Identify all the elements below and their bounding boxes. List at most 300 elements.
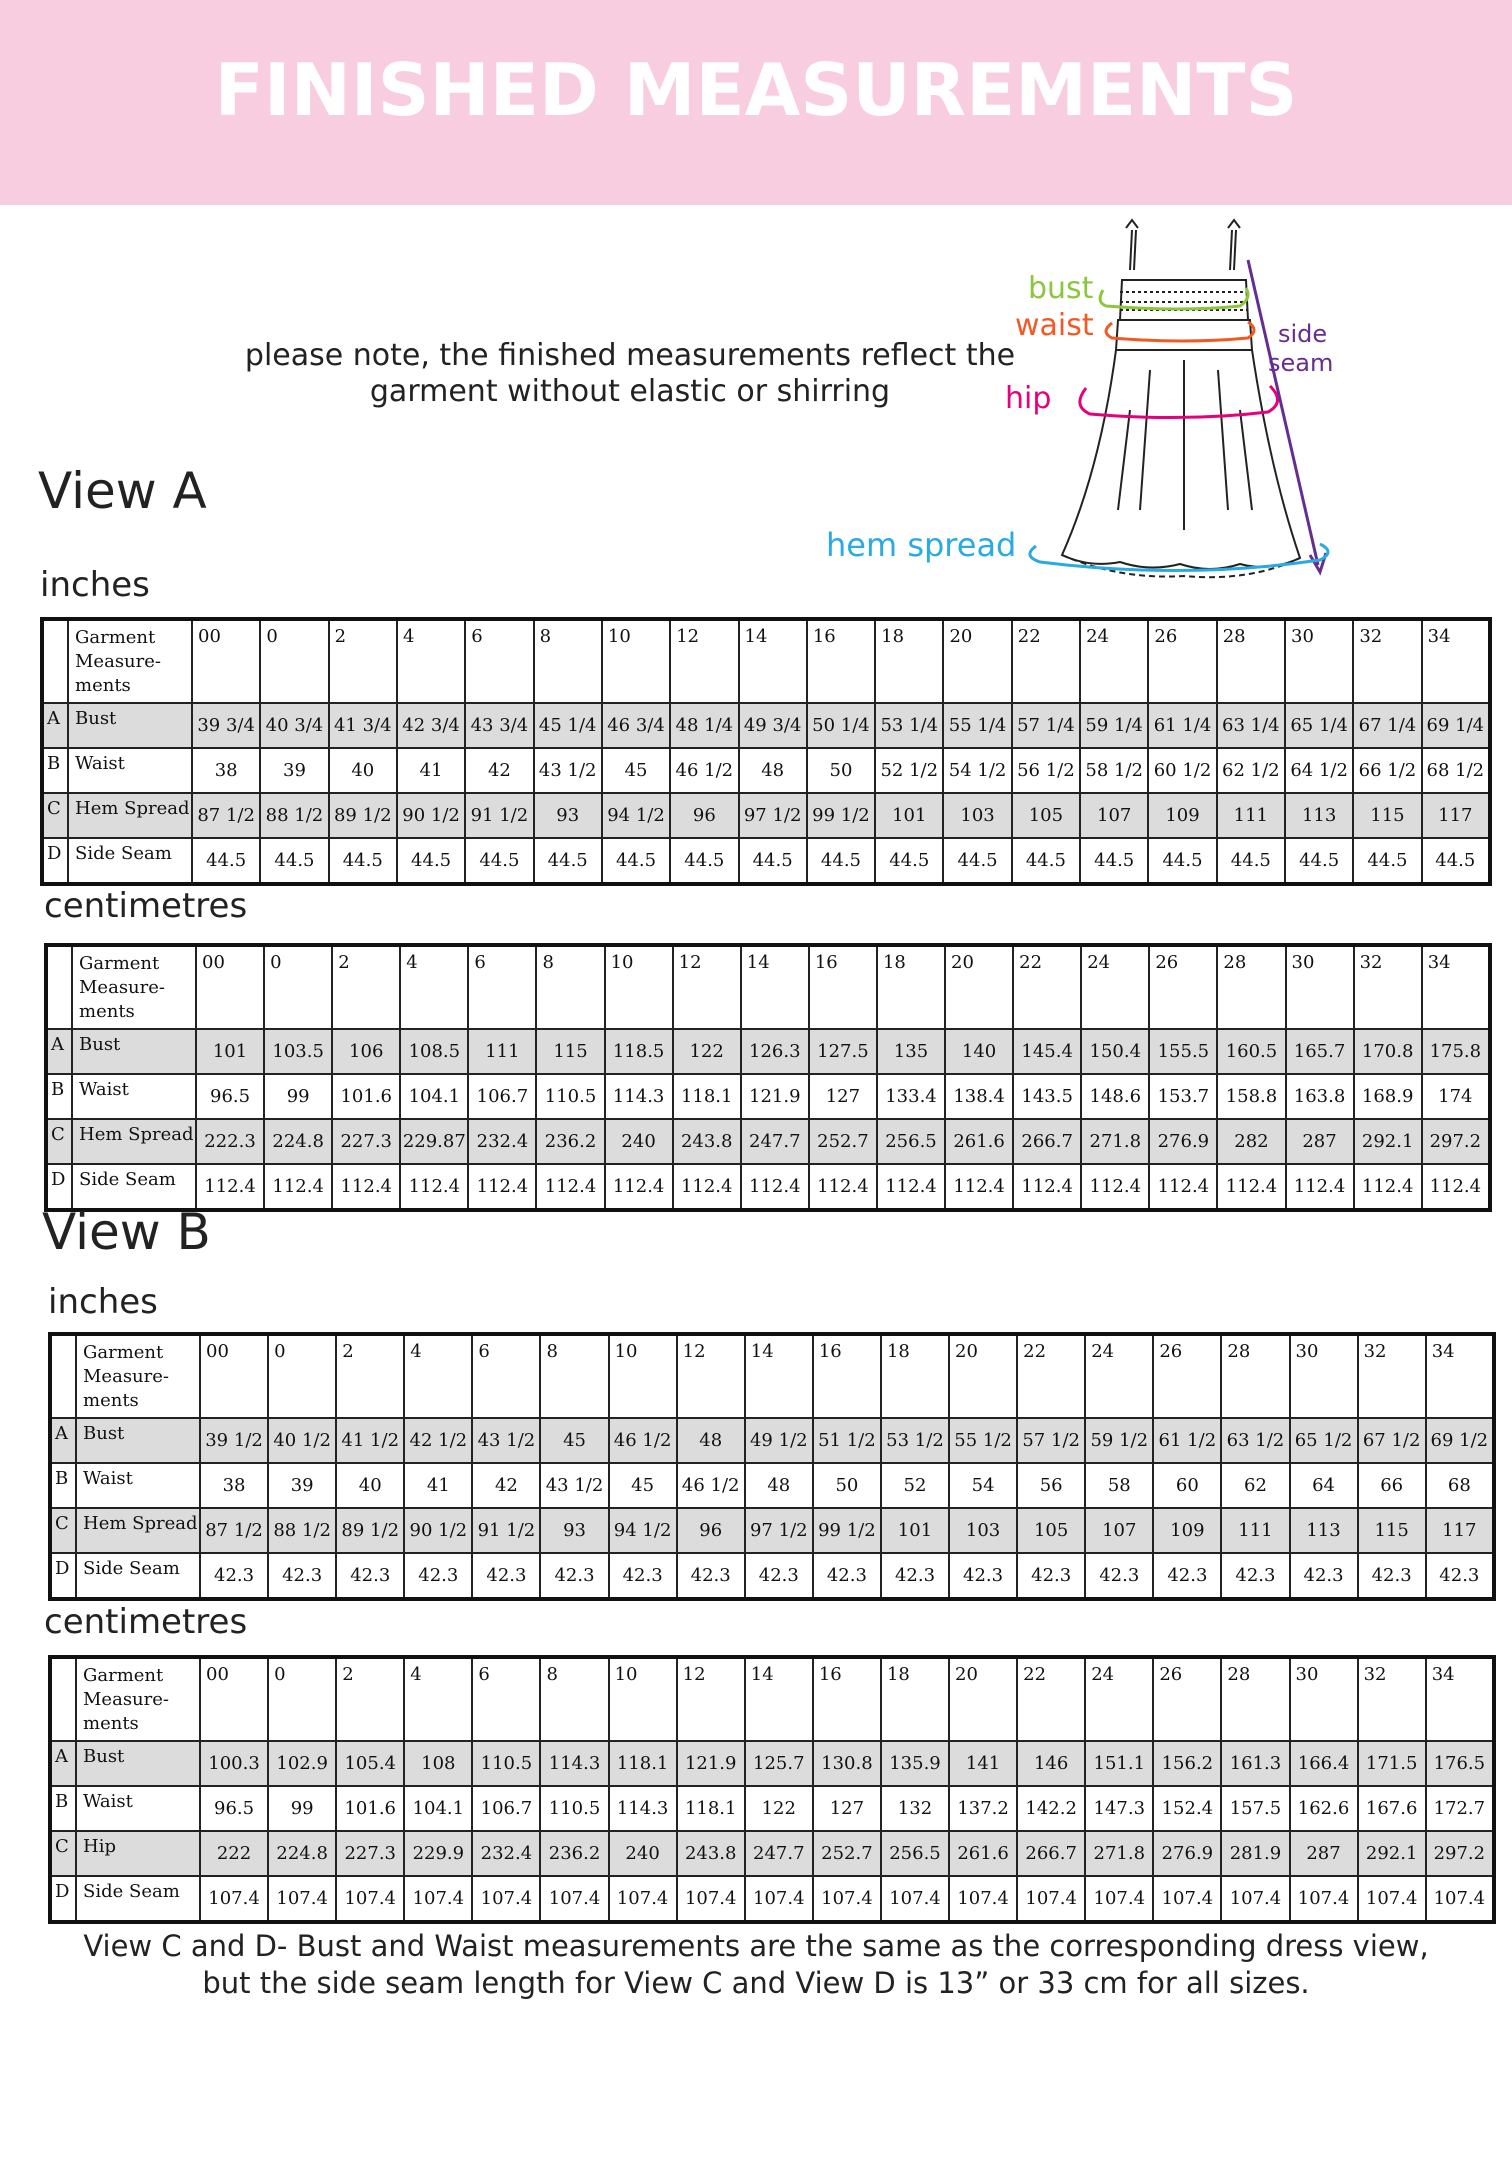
- measurement-cell: 232.4: [472, 1831, 540, 1876]
- size-header: 6: [465, 619, 533, 703]
- measurement-cell: 42.3: [404, 1553, 472, 1599]
- measurement-cell: 148.6: [1081, 1074, 1149, 1119]
- measurement-cell: 176.5: [1426, 1741, 1494, 1786]
- row-label: Bust: [76, 1418, 200, 1463]
- measurement-cell: 117: [1426, 1508, 1494, 1553]
- size-header: 14: [745, 1334, 813, 1418]
- measurement-cell: 88 1/2: [268, 1508, 336, 1553]
- size-header: 14: [741, 945, 809, 1029]
- row-label: Hem Spread: [76, 1508, 200, 1553]
- measurement-cell: 41 1/2: [336, 1418, 404, 1463]
- measurement-cell: 107.4: [336, 1876, 404, 1922]
- measurement-cell: 103: [949, 1508, 1017, 1553]
- size-header: 10: [602, 619, 670, 703]
- measurement-cell: 118.1: [673, 1074, 741, 1119]
- size-header: 8: [540, 1334, 608, 1418]
- measurement-cell: 161.3: [1221, 1741, 1289, 1786]
- measurement-cell: 229.9: [404, 1831, 472, 1876]
- measurement-cell: 54 1/2: [943, 748, 1011, 793]
- size-header: 24: [1085, 1334, 1153, 1418]
- measurement-cell: 107.4: [813, 1876, 881, 1922]
- measurement-cell: 110.5: [472, 1741, 540, 1786]
- size-header: 2: [332, 945, 400, 1029]
- measurement-cell: 42.3: [813, 1553, 881, 1599]
- table-row: [50, 1786, 1494, 1831]
- measurement-cell: 106.7: [472, 1786, 540, 1831]
- measurement-cell: 55 1/2: [949, 1418, 1017, 1463]
- measurement-cell: 132: [881, 1786, 949, 1831]
- measurement-cell: 56 1/2: [1012, 748, 1080, 793]
- size-header: 2: [329, 619, 397, 703]
- measurement-cell: 65 1/4: [1285, 703, 1353, 748]
- measurement-cell: 42.3: [1221, 1553, 1289, 1599]
- measurement-cell: 44.5: [670, 838, 738, 884]
- measurement-cell: 55 1/4: [943, 703, 1011, 748]
- measurement-cell: 107.4: [881, 1876, 949, 1922]
- measurement-cell: 117: [1422, 793, 1490, 838]
- measurement-cell: 107.4: [745, 1876, 813, 1922]
- garment-header-line: Garment: [79, 953, 160, 974]
- measurement-cell: 107.4: [268, 1876, 336, 1922]
- row-label: Bust: [76, 1741, 200, 1786]
- measurement-cell: 41: [404, 1463, 472, 1508]
- measurement-cell: 138.4: [945, 1074, 1013, 1119]
- garment-measurements-header: [76, 1657, 200, 1741]
- measurement-cell: 107.4: [1426, 1876, 1494, 1922]
- table-row: [50, 1876, 1494, 1922]
- measurement-cell: 60 1/2: [1148, 748, 1216, 793]
- size-header: 12: [673, 945, 741, 1029]
- measurement-cell: 56: [1017, 1463, 1085, 1508]
- measurement-cell: 165.7: [1286, 1029, 1354, 1074]
- measurement-cell: 172.7: [1426, 1786, 1494, 1831]
- measurement-cell: 112.4: [1081, 1164, 1149, 1210]
- row-letter: A: [50, 1418, 76, 1463]
- measurement-cell: 46 1/2: [677, 1463, 745, 1508]
- measurement-cell: 282: [1217, 1119, 1285, 1164]
- measurement-cell: 49 1/2: [745, 1418, 813, 1463]
- table-row: [50, 1553, 1494, 1599]
- size-header: 6: [472, 1334, 540, 1418]
- measurement-cell: 68 1/2: [1422, 748, 1490, 793]
- measurement-cell: 240: [605, 1119, 673, 1164]
- measurement-cell: 252.7: [809, 1119, 877, 1164]
- seam-label: seam: [1268, 349, 1334, 377]
- size-header: 32: [1358, 1334, 1426, 1418]
- measurement-cell: 91 1/2: [472, 1508, 540, 1553]
- measurement-cell: 42.3: [1017, 1553, 1085, 1599]
- measurement-cell: 42: [465, 748, 533, 793]
- measurement-cell: 112.4: [1149, 1164, 1217, 1210]
- size-header: 28: [1221, 1334, 1289, 1418]
- measurement-cell: 44.5: [602, 838, 670, 884]
- measurement-cell: 107.4: [677, 1876, 745, 1922]
- row-letter: B: [50, 1463, 76, 1508]
- measurement-cell: 168.9: [1354, 1074, 1422, 1119]
- view-a-cm-title: centimetres: [44, 886, 248, 926]
- measurement-cell: 247.7: [745, 1831, 813, 1876]
- row-label: Waist: [76, 1786, 200, 1831]
- measurement-cell: 292.1: [1358, 1831, 1426, 1876]
- measurement-cell: 105.4: [336, 1741, 404, 1786]
- size-header: 0: [264, 945, 332, 1029]
- row-letter: D: [46, 1164, 72, 1210]
- measurement-cell: 90 1/2: [397, 793, 465, 838]
- measurement-cell: 276.9: [1149, 1119, 1217, 1164]
- measurement-cell: 66 1/2: [1353, 748, 1421, 793]
- measurement-cell: 48: [739, 748, 807, 793]
- measurement-cell: 113: [1285, 793, 1353, 838]
- table-row: [46, 1164, 1490, 1210]
- measurement-cell: 163.8: [1286, 1074, 1354, 1119]
- measurement-cell: 166.4: [1290, 1741, 1358, 1786]
- measurement-cell: 43 1/2: [540, 1463, 608, 1508]
- measurement-cell: 53 1/2: [881, 1418, 949, 1463]
- page-title: FINISHED MEASUREMENTS: [214, 48, 1298, 132]
- garment-header-line: Garment: [83, 1342, 164, 1363]
- measurement-cell: 61 1/4: [1148, 703, 1216, 748]
- measurement-cell: 90 1/2: [404, 1508, 472, 1553]
- measurement-cell: 227.3: [336, 1831, 404, 1876]
- measurement-cell: 97 1/2: [745, 1508, 813, 1553]
- header-row: [46, 945, 1490, 1029]
- size-header: 2: [336, 1657, 404, 1741]
- measurement-cell: 41 3/4: [329, 703, 397, 748]
- measurement-cell: 63 1/2: [1221, 1418, 1289, 1463]
- measurement-cell: 57 1/2: [1017, 1418, 1085, 1463]
- corner-cell: [42, 619, 68, 703]
- size-header: 32: [1358, 1657, 1426, 1741]
- size-header: 0: [260, 619, 328, 703]
- measurement-cell: 99 1/2: [807, 793, 875, 838]
- measurement-cell: 266.7: [1013, 1119, 1081, 1164]
- size-header: 34: [1422, 619, 1490, 703]
- measurement-cell: 256.5: [881, 1831, 949, 1876]
- measurement-cell: 44.5: [1353, 838, 1421, 884]
- size-header: 22: [1017, 1334, 1085, 1418]
- measurement-cell: 62 1/2: [1217, 748, 1285, 793]
- measurement-cell: 96: [677, 1508, 745, 1553]
- measurement-cell: 42.3: [949, 1553, 1017, 1599]
- size-header: 34: [1422, 945, 1490, 1029]
- measurement-cell: 93: [534, 793, 602, 838]
- measurement-cell: 297.2: [1426, 1831, 1494, 1876]
- row-letter: D: [50, 1876, 76, 1922]
- measurement-cell: 44.5: [1080, 838, 1148, 884]
- measurement-cell: 112.4: [1013, 1164, 1081, 1210]
- size-header: 34: [1426, 1657, 1494, 1741]
- measurement-cell: 276.9: [1153, 1831, 1221, 1876]
- hip-label: hip: [1005, 381, 1052, 416]
- measurement-cell: 112.4: [673, 1164, 741, 1210]
- garment-measurements-header: [72, 945, 196, 1029]
- size-header: 4: [397, 619, 465, 703]
- garment-header-line: ments: [79, 1001, 135, 1022]
- size-header: 00: [192, 619, 260, 703]
- measurement-cell: 107.4: [1358, 1876, 1426, 1922]
- measurement-cell: 109: [1153, 1508, 1221, 1553]
- measurement-cell: 40: [329, 748, 397, 793]
- measurement-cell: 94 1/2: [602, 793, 670, 838]
- size-header: 8: [536, 945, 604, 1029]
- view-a-cm-table: [44, 943, 1492, 1212]
- measurement-cell: 109: [1148, 793, 1216, 838]
- measurement-cell: 108: [404, 1741, 472, 1786]
- row-letter: B: [50, 1786, 76, 1831]
- size-header: 16: [807, 619, 875, 703]
- size-header: 4: [404, 1657, 472, 1741]
- measurement-cell: 107.4: [404, 1876, 472, 1922]
- measurement-cell: 153.7: [1149, 1074, 1217, 1119]
- measurement-cell: 39 3/4: [192, 703, 260, 748]
- row-letter: B: [42, 748, 68, 793]
- table-row: [42, 748, 1490, 793]
- row-letter: A: [50, 1741, 76, 1786]
- measurement-cell: 104.1: [400, 1074, 468, 1119]
- measurement-cell: 143.5: [1013, 1074, 1081, 1119]
- size-header: 20: [949, 1334, 1017, 1418]
- row-label: Side Seam: [76, 1876, 200, 1922]
- measurement-cell: 87 1/2: [192, 793, 260, 838]
- measurement-cell: 101: [881, 1508, 949, 1553]
- view-a-title: View A: [38, 462, 207, 520]
- garment-header-line: Garment: [83, 1665, 164, 1686]
- measurement-cell: 39 1/2: [200, 1418, 268, 1463]
- size-header: 24: [1080, 619, 1148, 703]
- size-header: 20: [945, 945, 1013, 1029]
- measurement-cell: 59 1/2: [1085, 1418, 1153, 1463]
- measurement-cell: 42 3/4: [397, 703, 465, 748]
- measurement-cell: 167.6: [1358, 1786, 1426, 1831]
- size-header: 26: [1153, 1334, 1221, 1418]
- measurement-cell: 112.4: [332, 1164, 400, 1210]
- measurement-cell: 39: [268, 1463, 336, 1508]
- size-header: 26: [1148, 619, 1216, 703]
- size-header: 4: [404, 1334, 472, 1418]
- measurement-cell: 69 1/2: [1426, 1418, 1494, 1463]
- dress-diagram: [800, 210, 1360, 600]
- measurement-cell: 102.9: [268, 1741, 336, 1786]
- measurement-cell: 107.4: [1221, 1876, 1289, 1922]
- size-header: 28: [1217, 945, 1285, 1029]
- measurement-cell: 42.3: [609, 1553, 677, 1599]
- measurement-cell: 40 3/4: [260, 703, 328, 748]
- measurement-cell: 38: [200, 1463, 268, 1508]
- measurement-cell: 271.8: [1085, 1831, 1153, 1876]
- measurement-cell: 44.5: [465, 838, 533, 884]
- measurement-cell: 42.3: [881, 1553, 949, 1599]
- row-letter: D: [50, 1553, 76, 1599]
- measurement-cell: 175.8: [1422, 1029, 1490, 1074]
- row-label: Hem Spread: [72, 1119, 196, 1164]
- size-header: 00: [200, 1657, 268, 1741]
- measurement-cell: 133.4: [877, 1074, 945, 1119]
- measurement-cell: 44.5: [1012, 838, 1080, 884]
- measurement-cell: 44.5: [397, 838, 465, 884]
- measurement-cell: 99 1/2: [813, 1508, 881, 1553]
- footer-note: [60, 1928, 1452, 2002]
- corner-cell: [46, 945, 72, 1029]
- row-letter: C: [50, 1508, 76, 1553]
- measurement-cell: 224.8: [268, 1831, 336, 1876]
- measurement-cell: 42.3: [472, 1553, 540, 1599]
- measurement-cell: 115: [1358, 1508, 1426, 1553]
- measurement-cell: 104.1: [404, 1786, 472, 1831]
- table-row: [46, 1074, 1490, 1119]
- measurement-cell: 44.5: [875, 838, 943, 884]
- size-header: 8: [534, 619, 602, 703]
- measurement-cell: 96.5: [200, 1786, 268, 1831]
- size-header: 24: [1085, 1657, 1153, 1741]
- size-header: 34: [1426, 1334, 1494, 1418]
- measurement-cell: 281.9: [1221, 1831, 1289, 1876]
- measurement-cell: 42.3: [1290, 1553, 1358, 1599]
- measurement-cell: 44.5: [1285, 838, 1353, 884]
- size-header: 20: [949, 1657, 1017, 1741]
- measurement-cell: 110.5: [540, 1786, 608, 1831]
- size-header: 16: [809, 945, 877, 1029]
- measurement-cell: 247.7: [741, 1119, 809, 1164]
- view-a-inches-table: [40, 617, 1492, 886]
- note-line-1: please note, the finished measurements reflect the: [244, 338, 1016, 373]
- measurement-cell: 266.7: [1017, 1831, 1085, 1876]
- measurement-cell: 122: [673, 1029, 741, 1074]
- measurement-cell: 142.2: [1017, 1786, 1085, 1831]
- measurement-cell: 50 1/4: [807, 703, 875, 748]
- size-header: 10: [609, 1657, 677, 1741]
- side-label: side: [1278, 320, 1328, 348]
- measurement-cell: 110.5: [536, 1074, 604, 1119]
- measurement-cell: 61 1/2: [1153, 1418, 1221, 1463]
- size-header: 18: [875, 619, 943, 703]
- measurement-cell: 112.4: [1286, 1164, 1354, 1210]
- measurement-cell: 135.9: [881, 1741, 949, 1786]
- measurement-cell: 160.5: [1217, 1029, 1285, 1074]
- measurement-cell: 51 1/2: [813, 1418, 881, 1463]
- row-label: Side Seam: [76, 1553, 200, 1599]
- measurement-cell: 44.5: [192, 838, 260, 884]
- measurement-cell: 42.3: [1153, 1553, 1221, 1599]
- view-b-inches-table: [48, 1332, 1496, 1601]
- measurement-cell: 46 1/2: [670, 748, 738, 793]
- measurement-cell: 122: [745, 1786, 813, 1831]
- size-header: 14: [745, 1657, 813, 1741]
- measurement-cell: 156.2: [1153, 1741, 1221, 1786]
- row-letter: C: [46, 1119, 72, 1164]
- row-letter: C: [42, 793, 68, 838]
- measurement-cell: 44.5: [1217, 838, 1285, 884]
- measurement-cell: 292.1: [1354, 1119, 1422, 1164]
- measurement-cell: 45: [609, 1463, 677, 1508]
- measurement-cell: 50: [813, 1463, 881, 1508]
- garment-measurements-header: [68, 619, 192, 703]
- measurement-cell: 42 1/2: [404, 1418, 472, 1463]
- measurement-cell: 42.3: [1085, 1553, 1153, 1599]
- size-header: 12: [677, 1657, 745, 1741]
- measurement-cell: 106: [332, 1029, 400, 1074]
- measurement-cell: 130.8: [813, 1741, 881, 1786]
- measurement-cell: 89 1/2: [336, 1508, 404, 1553]
- measurement-cell: 44.5: [1422, 838, 1490, 884]
- row-letter: D: [42, 838, 68, 884]
- measurement-cell: 111: [1217, 793, 1285, 838]
- measurement-cell: 118.5: [605, 1029, 673, 1074]
- hem-spread-label: hem spread: [826, 526, 1017, 564]
- measurement-cell: 97 1/2: [739, 793, 807, 838]
- size-header: 30: [1290, 1657, 1358, 1741]
- measurement-cell: 99: [268, 1786, 336, 1831]
- measurement-cell: 112.4: [1422, 1164, 1490, 1210]
- garment-header-line: Measure-: [79, 977, 165, 998]
- measurement-cell: 44.5: [260, 838, 328, 884]
- measurement-cell: 107.4: [472, 1876, 540, 1922]
- measurement-cell: 107.4: [949, 1876, 1017, 1922]
- measurement-cell: 42: [472, 1463, 540, 1508]
- measurement-cell: 112.4: [196, 1164, 264, 1210]
- size-header: 18: [881, 1334, 949, 1418]
- measurement-cell: 147.3: [1085, 1786, 1153, 1831]
- measurement-cell: 108.5: [400, 1029, 468, 1074]
- measurement-cell: 127.5: [809, 1029, 877, 1074]
- size-header: 10: [605, 945, 673, 1029]
- size-header: 26: [1153, 1657, 1221, 1741]
- measurement-cell: 158.8: [1217, 1074, 1285, 1119]
- garment-header-line: ments: [75, 675, 131, 696]
- view-b-cm-table: [48, 1655, 1496, 1924]
- row-letter: A: [42, 703, 68, 748]
- measurement-cell: 60: [1153, 1463, 1221, 1508]
- measurement-cell: 111: [1221, 1508, 1289, 1553]
- measurement-cell: 112.4: [809, 1164, 877, 1210]
- size-header: 32: [1354, 945, 1422, 1029]
- measurement-cell: 94 1/2: [609, 1508, 677, 1553]
- measurement-cell: 45: [602, 748, 670, 793]
- measurement-cell: 63 1/4: [1217, 703, 1285, 748]
- measurement-cell: 112.4: [1354, 1164, 1422, 1210]
- size-header: 12: [670, 619, 738, 703]
- garment-header-line: Measure-: [83, 1366, 169, 1387]
- table-row: [42, 838, 1490, 884]
- measurement-cell: 53 1/4: [875, 703, 943, 748]
- measurement-cell: 243.8: [677, 1831, 745, 1876]
- size-header: 22: [1013, 945, 1081, 1029]
- measurement-cell: 103: [943, 793, 1011, 838]
- measurement-cell: 101.6: [336, 1786, 404, 1831]
- measurement-cell: 107.4: [1017, 1876, 1085, 1922]
- view-a-inches-title: inches: [40, 565, 150, 605]
- measurement-cell: 151.1: [1085, 1741, 1153, 1786]
- measurement-cell: 44.5: [1148, 838, 1216, 884]
- measurement-cell: 141: [949, 1741, 1017, 1786]
- measurement-cell: 107.4: [1153, 1876, 1221, 1922]
- measurement-cell: 44.5: [807, 838, 875, 884]
- measurement-cell: 137.2: [949, 1786, 1017, 1831]
- header-banner: [0, 0, 1512, 205]
- measurement-cell: 224.8: [264, 1119, 332, 1164]
- measurement-cell: 42.3: [540, 1553, 608, 1599]
- measurement-cell: 99: [264, 1074, 332, 1119]
- measurement-cell: 96.5: [196, 1074, 264, 1119]
- header-row: [50, 1334, 1494, 1418]
- measurement-cell: 38: [192, 748, 260, 793]
- measurement-cell: 145.4: [1013, 1029, 1081, 1074]
- garment-header-line: ments: [83, 1390, 139, 1411]
- measurement-cell: 107.4: [1085, 1876, 1153, 1922]
- measurement-cell: 112.4: [468, 1164, 536, 1210]
- measurement-cell: 48: [677, 1418, 745, 1463]
- measurement-cell: 118.1: [609, 1741, 677, 1786]
- measurement-cell: 146: [1017, 1741, 1085, 1786]
